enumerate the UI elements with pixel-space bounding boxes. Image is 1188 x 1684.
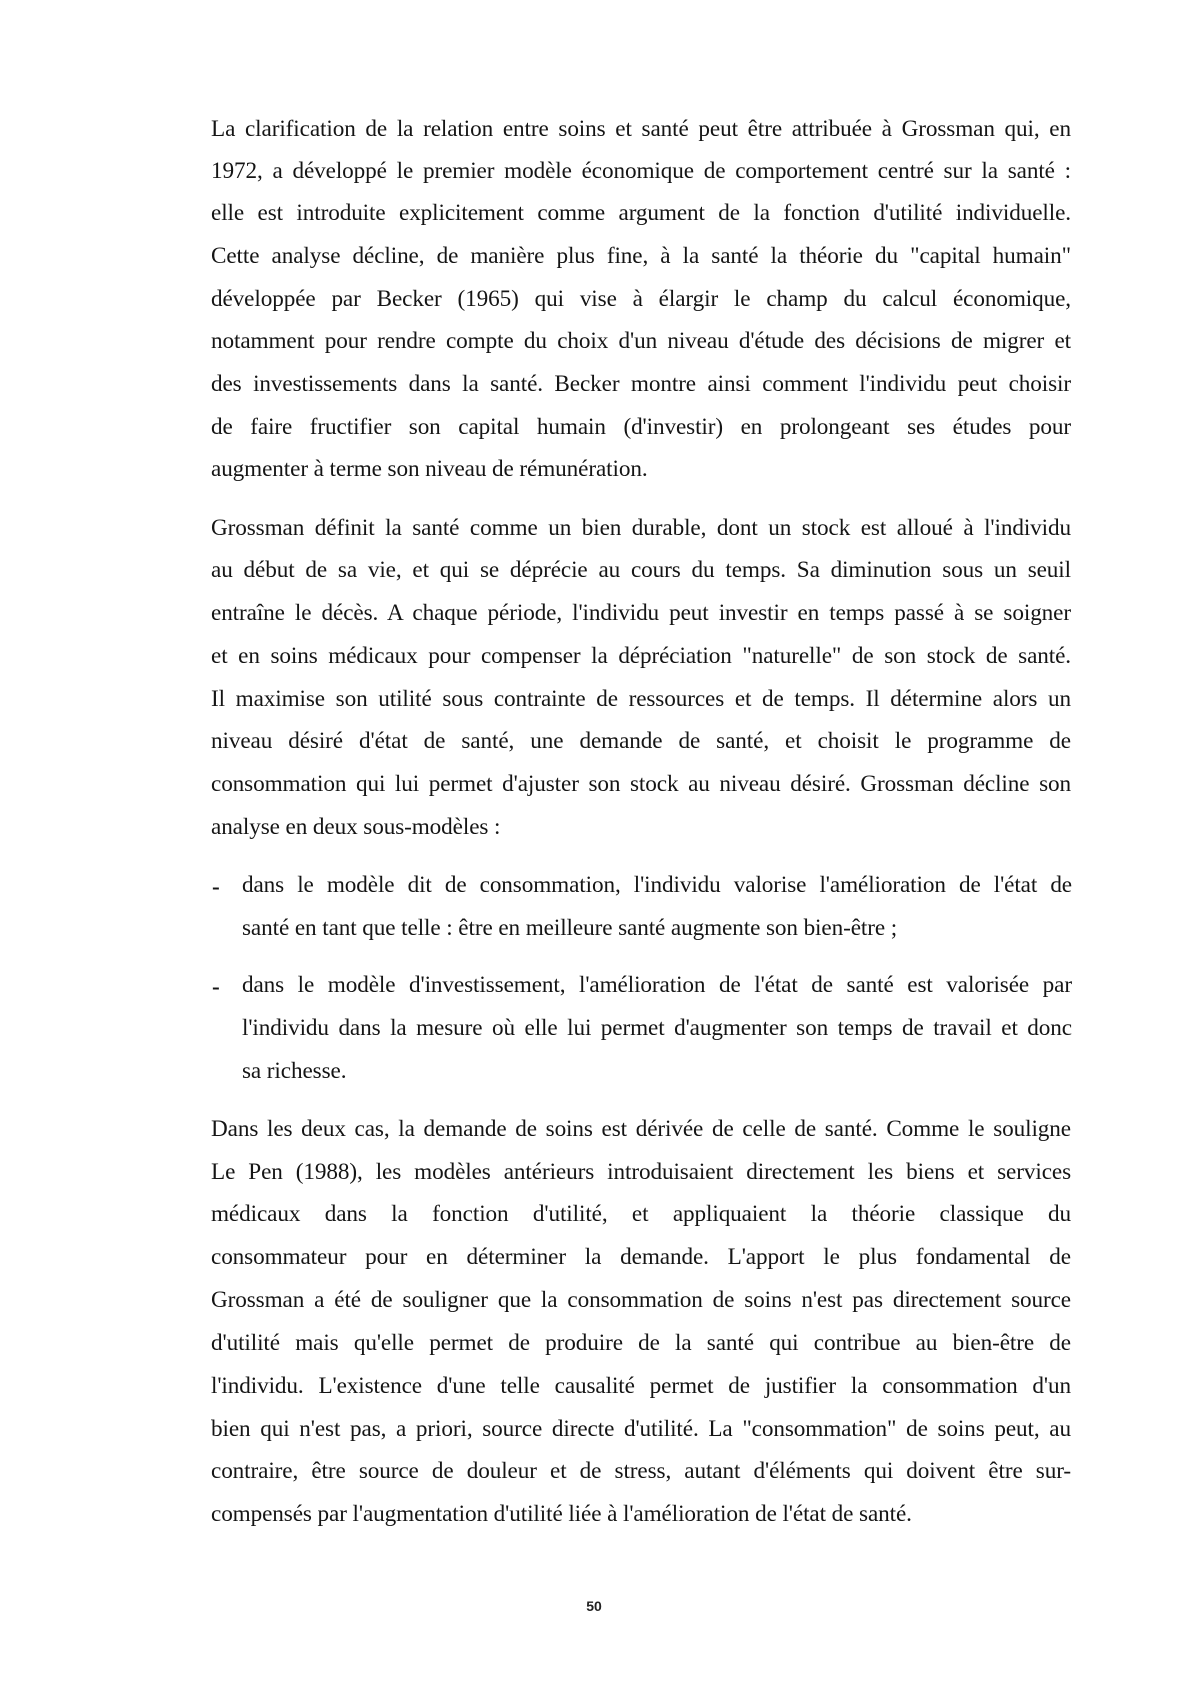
text-line: de faire fructifier son capital humain (d'investir) en prolongeant ses études pour [211,414,1071,440]
text-line: contraire, être source de douleur et de stress, autant d'éléments qui doivent être sur- [211,1458,1071,1484]
text-line: entraîne le décès. A chaque période, l'individu peut investir en temps passé à se soigner [211,600,1071,626]
text-line: notamment pour rendre compte du choix d'un niveau d'étude des décisions de migrer et [211,328,1071,354]
text-line: d'utilité mais qu'elle permet de produire de la santé qui contribue au bien-être de [211,1330,1071,1356]
text-line: Il maximise son utilité sous contrainte de ressources et de temps. Il détermine alors un [211,686,1071,712]
text-line: consommateur pour en déterminer la demande. L'apport le plus fondamental de [211,1244,1071,1270]
text-line: Grossman définit la santé comme un bien durable, dont un stock est alloué à l'individu [211,515,1071,541]
text-line: Grossman a été de souligner que la consommation de soins n'est pas directement source [211,1287,1071,1313]
bullet-dash: - [212,974,220,1000]
text-line: au début de sa vie, et qui se déprécie au cours du temps. Sa diminution sous un seuil [211,557,1071,583]
text-line: Le Pen (1988), les modèles antérieurs introduisaient directement les biens et services [211,1159,1071,1185]
text-line: médicaux dans la fonction d'utilité, et appliquaient la théorie classique du [211,1201,1071,1227]
text-line: elle est introduite explicitement comme argument de la fonction d'utilité individuelle. [211,200,1071,226]
text-line: Cette analyse décline, de manière plus fine, à la santé la théorie du "capital humain" [211,243,1071,269]
text-line: dans le modèle d'investissement, l'amélioration de l'état de santé est valorisée par [242,972,1072,998]
text-line: dans le modèle dit de consommation, l'individu valorise l'amélioration de l'état de [242,872,1072,898]
text-line: santé en tant que telle : être en meilleure santé augmente son bien-être ; [242,915,898,941]
text-line: La clarification de la relation entre soins et santé peut être attribuée à Grossman qui, en [211,116,1071,142]
text-line: Dans les deux cas, la demande de soins est dérivée de celle de santé. Comme le souligne [211,1116,1071,1142]
text-line: développée par Becker (1965) qui vise à élargir le champ du calcul économique, [211,286,1071,312]
text-line: bien qui n'est pas, a priori, source directe d'utilité. La "consommation" de soins peut, au [211,1416,1071,1442]
page-number: 50 [586,1598,602,1614]
text-line: et en soins médicaux pour compenser la dépréciation "naturelle" de son stock de santé. [211,643,1071,669]
text-line: niveau désiré d'état de santé, une demande de santé, et choisit le programme de [211,728,1071,754]
text-line: 1972, a développé le premier modèle économique de comportement centré sur la santé : [211,158,1071,184]
text-line: compensés par l'augmentation d'utilité liée à l'amélioration de l'état de santé. [211,1501,912,1527]
text-line: sa richesse. [242,1058,347,1084]
text-line: l'individu dans la mesure où elle lui permet d'augmenter son temps de travail et donc [242,1015,1072,1041]
text-line: l'individu. L'existence d'une telle causalité permet de justifier la consommation d'un [211,1373,1071,1399]
text-line: augmenter à terme son niveau de rémunération. [211,456,648,482]
text-line: des investissements dans la santé. Becker montre ainsi comment l'individu peut choisir [211,371,1071,397]
bullet-dash: - [212,874,220,900]
text-line: consommation qui lui permet d'ajuster son stock au niveau désiré. Grossman décline son [211,771,1071,797]
text-line: analyse en deux sous-modèles : [211,814,501,840]
